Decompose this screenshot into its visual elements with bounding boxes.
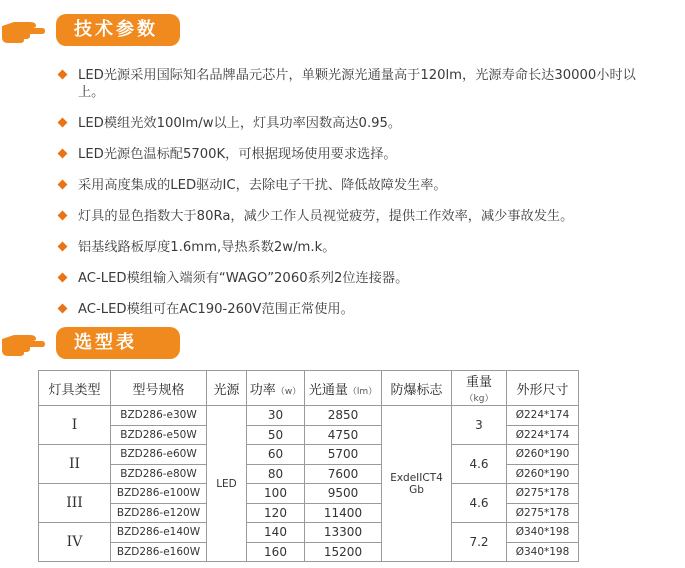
cell-power: 80: [247, 464, 305, 484]
spec-bullet-item: [56, 239, 656, 256]
diamond-bullet-icon: [58, 180, 68, 190]
cell-source: LED: [207, 406, 247, 562]
diamond-bullet-icon: [58, 70, 68, 80]
spec-bullet-text: LED模组光效100lm/w以上，灯具功率因数高达0.95。: [78, 116, 402, 131]
table-row: [39, 523, 579, 543]
table-row: [39, 445, 579, 465]
header-size: 外形尺寸: [507, 371, 579, 406]
cell-model: BZD286-e50W: [111, 425, 207, 445]
spec-bullet-item: [56, 146, 656, 163]
cell-model: BZD286-e120W: [111, 503, 207, 523]
cell-flux: 4750: [305, 425, 382, 445]
cell-size: Ø275*178: [507, 503, 579, 523]
cell-size: Ø260*190: [507, 445, 579, 465]
spec-bullet-item: [56, 177, 656, 194]
spec-bullet-list: [56, 67, 656, 318]
cell-power: 30: [247, 406, 305, 426]
cell-type: III: [39, 484, 111, 523]
section-title-selection: 选型表: [56, 327, 180, 359]
cell-model: BZD286-e60W: [111, 445, 207, 465]
cell-model: BZD286-e140W: [111, 523, 207, 543]
spec-bullet-item: [56, 270, 656, 287]
cell-model: BZD286-e80W: [111, 464, 207, 484]
header-power: 功率（w）: [247, 371, 305, 406]
cell-size: Ø340*198: [507, 542, 579, 562]
cell-flux: 15200: [305, 542, 382, 562]
cell-flux: 11400: [305, 503, 382, 523]
cell-model: BZD286-e160W: [111, 542, 207, 562]
cell-size: Ø340*198: [507, 523, 579, 543]
table-header-row: [39, 371, 579, 406]
spec-bullet-text: 铝基线路板厚度1.6mm,导热系数2w/m.k。: [78, 240, 336, 255]
diamond-bullet-icon: [58, 149, 68, 159]
spec-bullet-item: [56, 67, 656, 101]
cell-type: II: [39, 445, 111, 484]
cell-weight: 4.6: [452, 445, 507, 484]
spec-bullet-text: AC-LED模组输入端须有“WAGO”2060系列2位连接器。: [78, 271, 409, 286]
header-type: 灯具类型: [39, 371, 111, 406]
spec-bullet-item: [56, 115, 656, 132]
diamond-bullet-icon: [58, 242, 68, 252]
cell-weight: 7.2: [452, 523, 507, 562]
cell-flux: 9500: [305, 484, 382, 504]
cell-flux: 2850: [305, 406, 382, 426]
cell-model: BZD286-e100W: [111, 484, 207, 504]
cell-power: 100: [247, 484, 305, 504]
header-source: 光源: [207, 371, 247, 406]
cell-power: 120: [247, 503, 305, 523]
cell-weight: 4.6: [452, 484, 507, 523]
diamond-bullet-icon: [58, 304, 68, 314]
diamond-bullet-icon: [58, 118, 68, 128]
cell-size: Ø224*174: [507, 425, 579, 445]
cell-power: 60: [247, 445, 305, 465]
diamond-bullet-icon: [58, 211, 68, 221]
cell-model: BZD286-e30W: [111, 406, 207, 426]
section-title-specs: 技术参数: [56, 14, 180, 46]
cell-type: IV: [39, 523, 111, 562]
spec-bullet-text: LED光源采用国际知名品牌晶元芯片，单颗光源光通量高于120lm，光源寿命长达30000小时以上。: [78, 68, 636, 100]
spec-bullet-text: LED光源色温标配5700K，可根据现场使用要求选择。: [78, 147, 397, 162]
header-model: 型号规格: [111, 371, 207, 406]
cell-flux: 13300: [305, 523, 382, 543]
spec-bullet-item: [56, 208, 656, 225]
cell-weight: 3: [452, 406, 507, 445]
spec-bullet-text: AC-LED模组可在AC190-260V范围正常使用。: [78, 302, 354, 317]
cell-size: Ø224*174: [507, 406, 579, 426]
header-flux: 光通量（lm）: [305, 371, 382, 406]
pointing-hand-icon: [0, 18, 46, 44]
spec-bullet-item: [56, 301, 656, 318]
cell-type: I: [39, 406, 111, 445]
cell-flux: 5700: [305, 445, 382, 465]
table-row: [39, 484, 579, 504]
cell-ex: ExdeIICT4 Gb: [382, 406, 452, 562]
header-ex: 防爆标志: [382, 371, 452, 406]
cell-size: Ø260*190: [507, 464, 579, 484]
selection-table: [38, 370, 579, 562]
spec-bullet-text: 采用高度集成的LED驱动IC，去除电子干扰、降低故障发生率。: [78, 178, 447, 193]
pointing-hand-icon: [0, 331, 46, 357]
cell-power: 160: [247, 542, 305, 562]
cell-size: Ø275*178: [507, 484, 579, 504]
cell-power: 140: [247, 523, 305, 543]
header-weight: 重量（kg）: [452, 371, 507, 406]
diamond-bullet-icon: [58, 273, 68, 283]
cell-flux: 7600: [305, 464, 382, 484]
cell-power: 50: [247, 425, 305, 445]
spec-bullet-text: 灯具的显色指数大于80Ra，减少工作人员视觉疲劳，提供工作效率，减少事故发生。: [78, 209, 574, 224]
table-row: [39, 406, 579, 426]
